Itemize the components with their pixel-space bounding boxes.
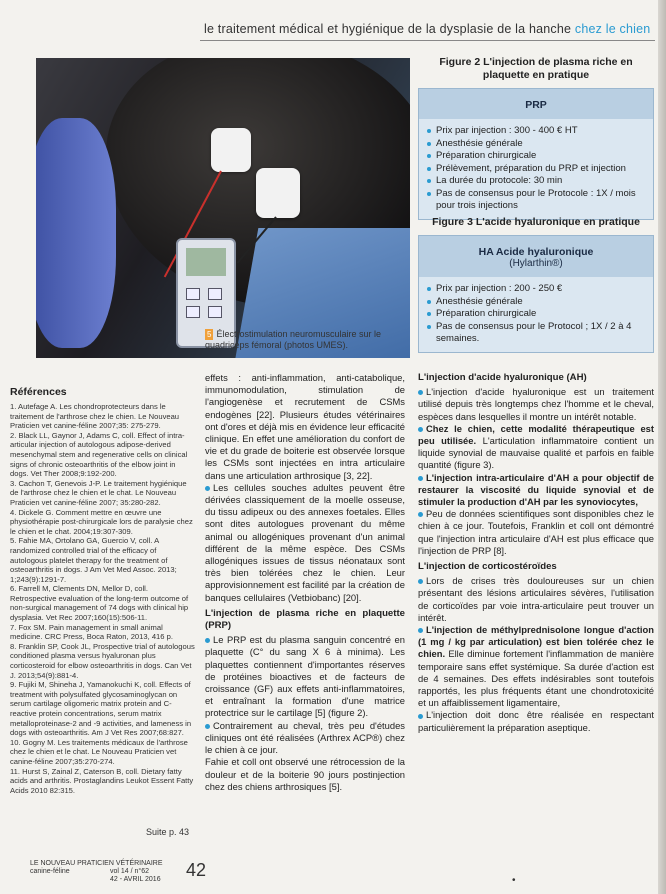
- references-title: Références: [10, 386, 67, 398]
- figure-2-title: Figure 2 L'injection de plasma riche en plaquette en pratique: [439, 56, 633, 81]
- paragraph: Le PRP est du plasma sanguin concentré en plaquette (C° du sang X 6 à minima). Les plaquettes contiennent d'importantes réserves de protéines bioactives et de facteurs de croissance (GF) aux effets anti-inflammatoires, et entraînant la formation d'une matrice protectrice sur le cartilage [5] (figure 2).: [205, 634, 405, 719]
- references-list: [10, 402, 195, 795]
- reference-item: 1. Autefage A. Les chondroprotecteurs dans le traitement de l'arthrose chez le chien. Le Nouveau Praticien vet canine-féline 2007;35: 275-279.: [10, 402, 180, 431]
- caption-number: 5: [207, 330, 212, 339]
- paragraph: Elle diminue fortement l'inflammation de manière temporaire sans effet systémique. Sa durée d'action est de 4 semaines. Des effets indésirables sont toutefois rapportés, les plus fréquents étant une chondrotoxicité et un affaiblissement ligamentaire,: [418, 648, 654, 709]
- paragraph: Fahie et coll ont observé une rétrocession de la douleur et de la boiterie 90 jours postinjection chez des chiens arthrosiques [5].: [205, 756, 405, 792]
- header-accent: chez le chien: [574, 22, 651, 36]
- continued-note: Suite p. 43: [146, 827, 190, 837]
- list-item: Pas de consensus pour le Protocol ; 1X / 2 à 4 semaines.: [427, 321, 645, 346]
- paragraph: L'injection d'acide hyaluronique est un traitement utilisé depuis très longtemps chez l'homme et le cheval, espèces dans lesquelles il montre un intérêt notable.: [418, 386, 654, 422]
- list-item: Prix par injection : 200 - 250 €: [427, 283, 645, 296]
- figure-3-title: Figure 3 L'acide hyaluronique en pratique: [432, 216, 640, 228]
- reference-item: 5. Fahie MA, Ortolano GA, Guercio V, coll. A randomized controlled trial of the efficacy of autologous platelet therapy for the treatment of osteoarthritis in dogs. J Am Vet Med Assoc. 2013; 1;243(9):1291-7.: [10, 536, 177, 584]
- paragraph: Contrairement au cheval, très peu d'études cliniques ont été réalisées (Arthrex ACP®) chez le chien à ce jour.: [205, 719, 405, 756]
- list-item: Prix par injection : 300 - 400 € HT: [427, 125, 645, 138]
- paragraph: effets : anti-inflammation, anti-catabolique, immunomodulation, stimulation de l'angiogenèse et recrutement de CSMs endogènes [22]. Plusieurs études vétérinaires ont d'ores et déjà mis en évidence leur efficacité clinique. En effet une amélioration du confort de vie et du grade de boiterie est observée lorsque les CSMs sont injectées en intra articulaire dans une articulation arthrosique [3, 22].: [205, 372, 405, 481]
- paragraph: Peu de données scientifiques sont disponibles chez le chien à ce jour. Toutefois, Franklin et coll ont démontré que l'injection intra articulaire d'AH est plus efficace que l'injection de PRP [8].: [418, 508, 654, 556]
- section-heading-prp: L'injection de plasma riche en plaquette (PRP): [205, 607, 405, 632]
- reference-item: 9. Fujiki M, Shineha J, Yamanokuchi K, coll. Effects of treatment with polysulfated glycosaminoglycan on serum cartilage oligomeric matrix protein and C-reactive protein concentrations, serum matrix metalloproteinase-2 and -9 activities, and lameness in dogs with osteoarthritis. Am J Vet Res 2007;68:827.: [10, 680, 192, 738]
- electrode-pad: [211, 128, 251, 172]
- footer-dot: •: [512, 875, 516, 886]
- column-right: [418, 372, 654, 734]
- paragraph: Lors de crises très douloureuses sur un chien présentant des lésions articulaires sévères, l'utilisation de corticoïdes par voie intra-articulaire peut trouver un intérêt.: [418, 575, 654, 623]
- journal-footer: [30, 860, 163, 883]
- list-item: La durée du protocole: 30 min: [427, 175, 645, 188]
- page-spine: [658, 0, 666, 894]
- paragraph: Les cellules souches adultes peuvent être dérivées classiquement de la moelle osseuse, du tissu adipeux ou des annexes foetales. Elles sont dites autologues provenant du même animal ou allogéniques provenant d'un animal différent de la même espèce. Des CSMs allogéniques issues de tissus néonataux sont très bien tolérées chez le chien. Leur approvisionnement est facilité par la création de banques cellulaires (Vetbiobanc) [20].: [205, 481, 405, 603]
- references: [10, 386, 195, 795]
- journal-name: LE NOUVEAU PRATICIEN VÉTÉRINAIRE: [30, 860, 163, 867]
- section-heading-ah: L'injection d'acide hyaluronique (AH): [418, 372, 587, 383]
- figure-3-box: [418, 235, 654, 353]
- header-text: le traitement médical et hygiénique de la dysplasie de la hanche: [204, 22, 575, 36]
- paragraph-bold: L'injection intra-articulaire d'AH a pour objectif de restaurer la viscosité du liquide synovial et de stimuler la production d'AH par les synoviocytes,: [418, 471, 654, 508]
- paragraph-bold: L'injection de méthylprednisolone longue d'action (1 mg / kg par articulation) est bien tolérée chez le chien.: [418, 624, 654, 660]
- figure-3-box-title: HA Acide hyaluronique: [478, 246, 594, 258]
- column-middle: [205, 372, 405, 793]
- paragraph: L'injection doit donc être réalisée en respectant particulièrement la préparation aseptique.: [418, 709, 654, 733]
- list-item: Préparation chirurgicale: [427, 308, 645, 321]
- reference-item: 6. Farrell M, Clements DN, Mellor D, coll. Retrospective evaluation of the long-term outcome of non-surgical management of 74 dogs with clinical hip dysplasia. Vet Rec 2007;160(15):506-11.: [10, 584, 189, 623]
- journal-volume: vol 14 / n°62: [110, 868, 149, 875]
- running-header: [204, 22, 650, 36]
- list-item: Pas de consensus pour le Protocole : 1X / mois pour trois injections: [427, 188, 645, 213]
- figure-2-box-title: PRP: [419, 89, 653, 119]
- gloved-hand-image: [36, 118, 116, 348]
- page-number: 42: [186, 860, 207, 880]
- figure-2-list: [419, 119, 653, 219]
- section-heading-corticosteroids: L'injection de corticostéroïdes: [418, 561, 557, 573]
- journal-date: 42 - AVRIL 2016: [110, 876, 161, 883]
- caption-text: Électrostimulation neuromusculaire sur le quadriceps fémoral (photos UMES).: [205, 329, 382, 350]
- reference-item: 8. Franklin SP, Cook JL, Prospective trial of autologous conditioned plasma versus hyaluronan plus corticosteroid for elbow osteoarthritis in dogs. Can Vet J. 2013;54(9):881-4.: [10, 641, 195, 680]
- reference-item: 7. Fox SM. Pain management in small animal medicine. CRC Press, Boca Raton, 2013, 416 p.: [10, 622, 173, 642]
- list-item: Prélèvement, préparation du PRP et injection: [427, 163, 645, 176]
- list-item: Anesthésie générale: [427, 296, 645, 309]
- reference-item: 10. Gogny M. Les traitements médicaux de l'arthrose chez le chien et le chat. Le Nouveau Praticien vet canine-féline 2007;35:270-274.: [10, 737, 188, 766]
- reference-item: 3. Cachon T, Genevois J-P. Le traitement hygiénique de l'arthrose chez le chien et le chat. Le Nouveau Praticien vet canine-féline 2007; 35:280-282.: [10, 478, 187, 507]
- reference-item: 4. Dickele G. Comment mettre en œuvre une physiothérapie post-chirurgicale lors de paralysie chez le chien et le chat. 2004;19:307-309.: [10, 507, 193, 536]
- journal-subtitle: canine-féline: [30, 868, 70, 875]
- list-item: Préparation chirurgicale: [427, 150, 645, 163]
- header-rule: [200, 40, 655, 41]
- electrode-pad: [256, 168, 300, 218]
- reference-item: 11. Hurst S, Zainal Z, Caterson B, coll. Dietary fatty acids and arthritis. Prostaglandins Leukot Essent Fatty Acids 2010 82:315.: [10, 766, 194, 795]
- photo-caption: [205, 329, 405, 351]
- figure-3: [418, 216, 654, 353]
- figure-3-box-subtitle: (Hylarthin®): [509, 258, 563, 269]
- figure-2: [418, 56, 654, 220]
- paragraph: L'articulation inflammatoire contient un liquide synovial de mauvaise qualité et parfois en faible quantité (figure 3).: [418, 435, 654, 471]
- paragraph-bold: Chez le chien, cette modalité thérapeutique est peu utilisée.: [418, 422, 654, 447]
- figure-2-box: [418, 88, 654, 220]
- figure-3-list: [419, 277, 653, 352]
- list-item: Anesthésie générale: [427, 138, 645, 151]
- electrostimulation-photo: [36, 58, 410, 358]
- reference-item: 2. Black LL, Gaynor J, Adams C, coll. Effect of intra-articular injection of autologous adipose-derived mesenchymal stem and regenerative cells on clinical signs of chronic osteoarthritis of the elbow joint in dogs. Vet Ther 2008;9:192-200.: [10, 430, 188, 479]
